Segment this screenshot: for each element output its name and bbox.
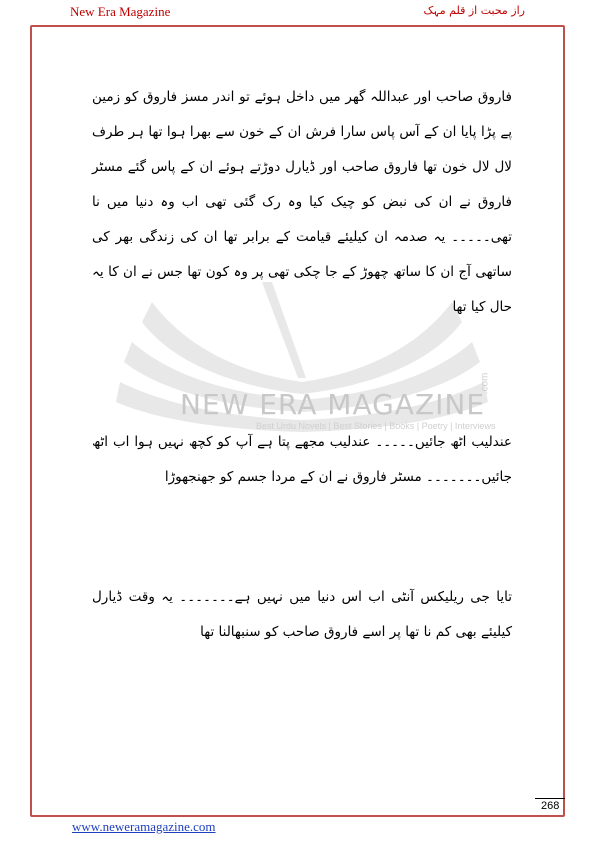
paragraph-2: عندلیب اٹھ جائیں۔۔۔۔۔ عندلیب مجھے پتا ہے آپ کو کچھ نہیں ہوا اب اٹھ جائیں۔۔۔۔۔۔۔ مسٹر فاروق نے ان کے مردا جسم کو جھنجھوڑا [92,434,512,485]
footer-website-link[interactable]: www.neweramagazine.com [72,819,216,834]
paragraph-3: تایا جی ریلیکس آنٹی اب اس دنیا میں نہیں ہے۔۔۔۔۔۔۔ یہ وقت ڈیارل کیلیئے بھی کم نا تھا پر اسے فاروق صاحب کو سنبھالنا تھا [92,589,512,640]
page-number-rule [535,798,565,799]
watermark-domain: .com [479,372,491,395]
watermark-subtitle: Best Urdu Novels | Best Stories | Books | Poetry | Interviews [256,421,496,431]
novel-title-header: راز محبت از قلم مہک [423,4,525,17]
paragraph-1: فاروق صاحب اور عبداللہ گھر میں داخل ہوئے تو اندر مسز فاروق کو زمین پے پڑا پایا ان کے آس پاس سارا فرش ان کے خون سے بھرا ہوا تھا ہر طرف لال لال خون تھا فاروق صاحب اور ڈیارل دوڑتے ہوئے ان کے پاس گئے مسٹر فاروق نے ان کی نبض کو چیک کیا وہ رک گئی تھی اب وہ دنیا میں نا تھی۔۔۔۔۔ یہ صدمہ ان کیلیئے قیامت کے برابر تھا ان کی زندگی بھر کی ساتھی آج ان کا ساتھ چھوڑ کے جا چکی تھی پر وہ کون تھا جس نے ان کا یہ حال کیا تھا [92,89,512,315]
page-number: 268 [541,800,560,812]
magazine-name-header: New Era Magazine [70,4,171,19]
watermark-title: NEW ERA MAGAZINE [180,388,486,421]
